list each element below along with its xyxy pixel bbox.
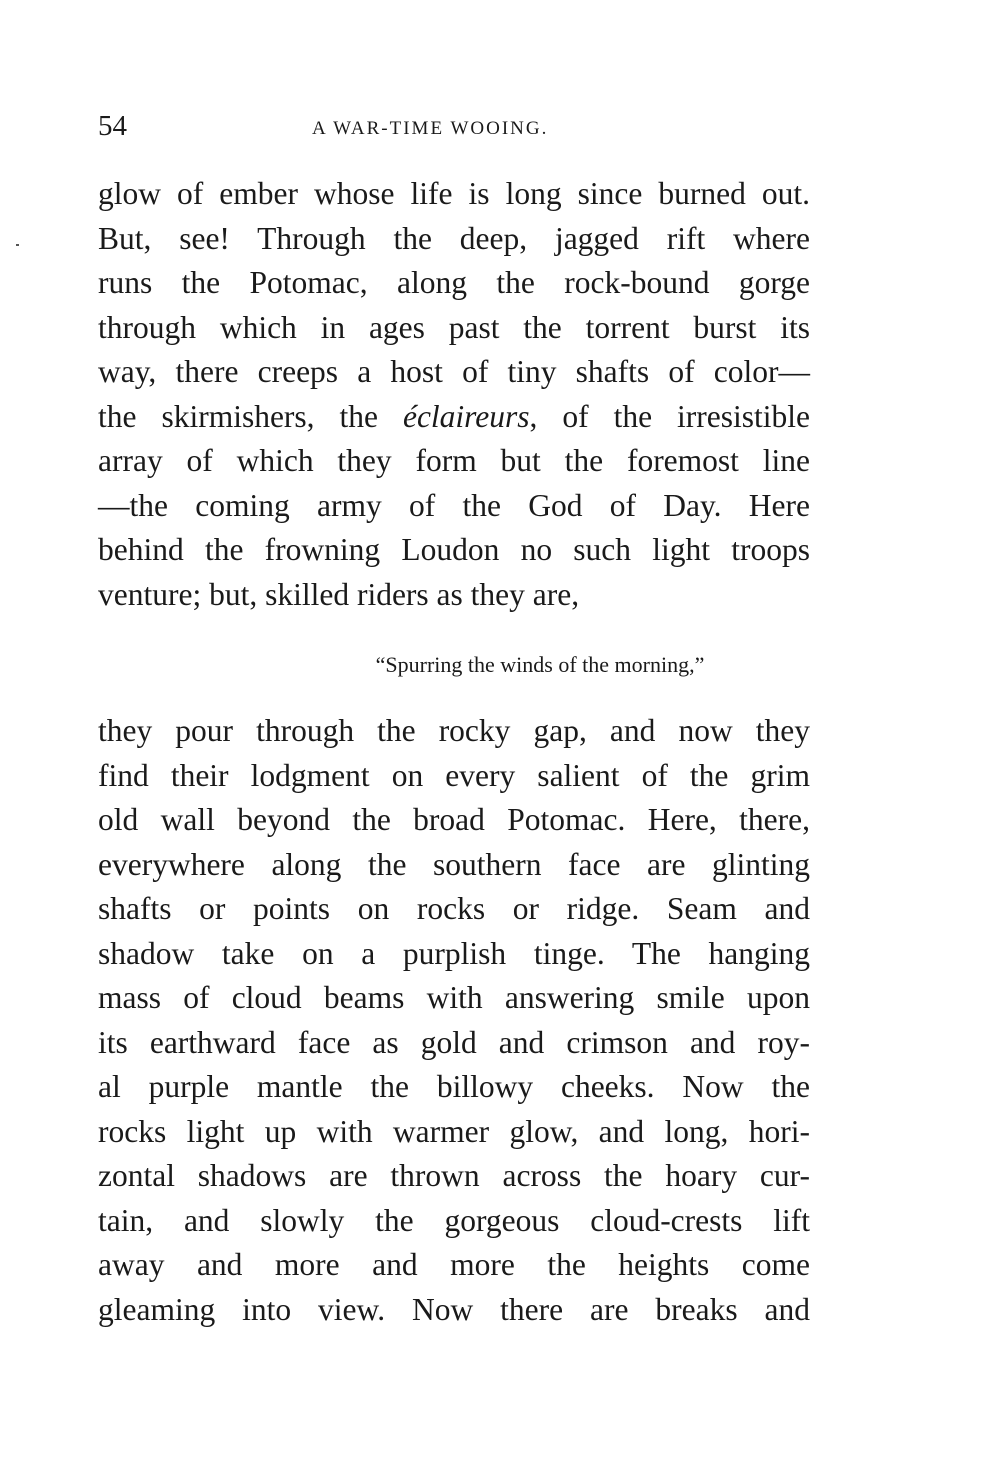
text-line: way, there creeps a host of tiny shafts of color— xyxy=(98,354,810,389)
text-line: old wall beyond the broad Potomac. Here, there, xyxy=(98,802,810,837)
text-line: gleaming into view. Now there are breaks and xyxy=(98,1291,810,1327)
block-quote: “Spurring the winds of the morning,” xyxy=(375,652,705,677)
text-line: behind the frowning Loudon no such light troops xyxy=(98,532,810,567)
text-line: away and more and more the heights come xyxy=(98,1247,810,1282)
text-line: tain, and slowly the gorgeous cloud-crests lift xyxy=(98,1202,810,1238)
text-line: everywhere along the southern face are glinting xyxy=(98,846,810,882)
running-title: A WAR-TIME WOOING. xyxy=(312,118,549,139)
text-line: But, see! Through the deep, jagged rift where xyxy=(98,220,810,256)
text-line: mass of cloud beams with answering smile upon xyxy=(98,980,810,1015)
margin-mark xyxy=(16,244,19,246)
text-line: array of which they form but the foremost line xyxy=(98,443,810,478)
text-line: its earthward face as gold and crimson and roy- xyxy=(98,1024,810,1060)
page-number: 54 xyxy=(98,110,127,142)
italic-word: éclaireurs xyxy=(402,398,530,434)
text-line: shafts or points on rocks or ridge. Seam and xyxy=(98,891,810,926)
text-line: venture; but, skilled riders as they are, xyxy=(98,576,580,612)
paragraph-2 xyxy=(98,709,810,1332)
text-line: —the coming army of the God of Day. Here xyxy=(98,487,810,523)
text-line: zontal shadows are thrown across the hoary cur- xyxy=(98,1158,810,1193)
page-header xyxy=(98,110,810,150)
text-line: al purple mantle the billowy cheeks. Now the xyxy=(98,1069,810,1104)
text-line: shadow take on a purplish tinge. The hanging xyxy=(98,935,810,971)
text-line: the skirmishers, the éclaireurs, of the irresistible xyxy=(98,398,810,434)
text-line: find their lodgment on every salient of the grim xyxy=(98,757,810,793)
paragraph-1 xyxy=(98,172,810,617)
text-line: glow of ember whose life is long since burned out. xyxy=(98,176,810,211)
text-line: through which in ages past the torrent burst its xyxy=(98,309,810,345)
text-line: they pour through the rocky gap, and now they xyxy=(98,713,810,748)
text-line: rocks light up with warmer glow, and long, hori- xyxy=(98,1113,810,1149)
text-line: runs the Potomac, along the rock-bound gorge xyxy=(98,265,810,300)
